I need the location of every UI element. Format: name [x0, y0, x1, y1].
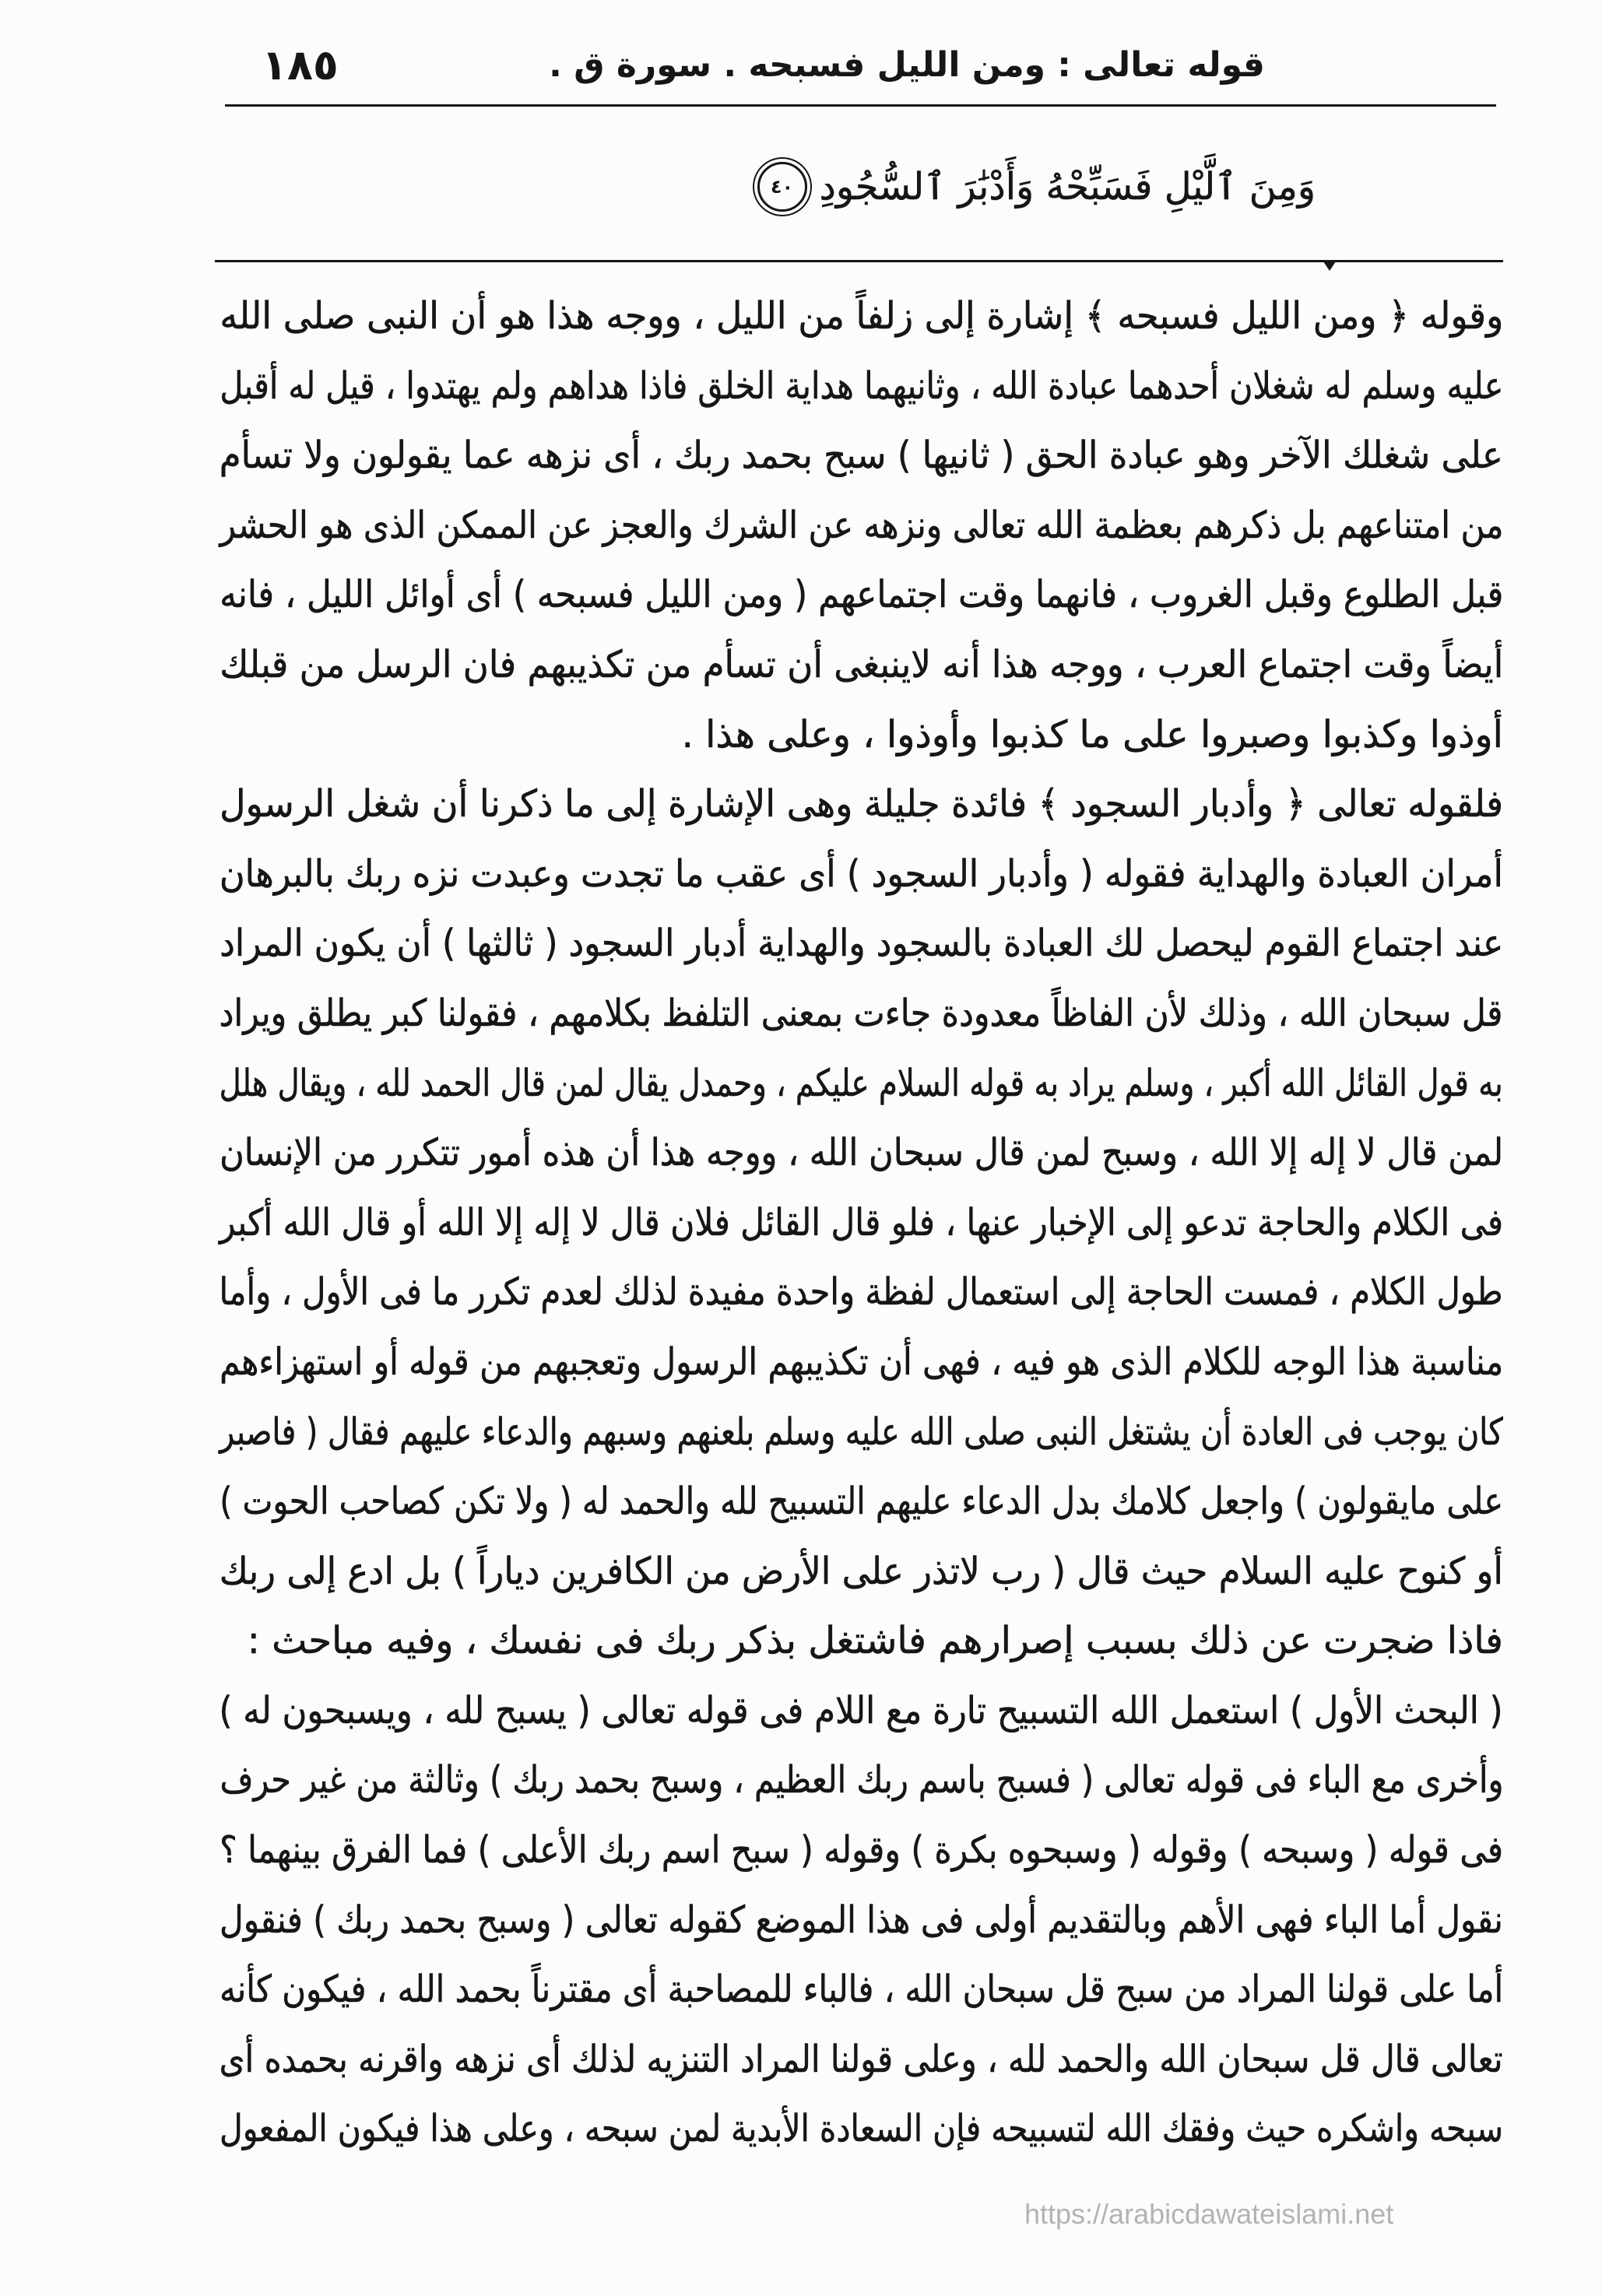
text-line [218, 2025, 1503, 2095]
line-text: تعالى قال قل سبحان الله والحمد لله ، وعلى قولنا المراد التنزيه لذلك أى نزهه واقرنه بحمده أى [220, 2037, 1503, 2081]
text-line [218, 1328, 1503, 1398]
text-line [218, 1118, 1503, 1188]
line-text: به قول القائل الله أكبر ، وسلم يراد به قوله السلام عليكم ، وحمدل يقال لمن قال الحمد لله ، ويقال هلل [219, 1061, 1503, 1105]
line-text: قبل الطلوع وقبل الغروب ، فانهما وقت اجتماعهم ( ومن الليل فسبحه ) أى أوائل الليل ، فانه [219, 573, 1503, 617]
rule-ornament [1323, 262, 1336, 271]
text-line [218, 770, 1503, 840]
text-line [218, 1258, 1503, 1328]
verse-number: ٤٠ [770, 176, 794, 198]
verse-number-marker [757, 162, 807, 212]
text-line [218, 1746, 1503, 1816]
line-text: فلقوله تعالى ﴿ وأدبار السجود ﴾ فائدة جليلة وهى الإشارة إلى ما ذكرنا أن شغل الرسول [219, 782, 1503, 827]
text-line [218, 1537, 1503, 1607]
line-text: من امتناعهم بل ذكرهم بعظمة الله تعالى ونزهه عن الشرك والعجز عن الممكن الذى هو الحشر [219, 503, 1503, 547]
text-line [218, 1886, 1503, 1956]
line-text: على شغلك الآخر وهو عبادة الحق ( ثانيها ) سبح بحمد ربك ، أى نزهه عما يقولون ولا تسأم [219, 434, 1503, 478]
line-text: أو كنوح عليه السلام حيث قال ( رب لاتذر على الأرض من الكافرين دياراً ) بل ادع إلى ربك [219, 1549, 1503, 1593]
line-text: فاذا ضجرت عن ذلك بسبب إصرارهم فاشتغل بذكر ربك فى نفسك ، وفيه مباحث : [247, 1619, 1503, 1663]
running-title: قوله تعالى : ومن الليل فسبحه . سورة ق . [549, 45, 1265, 85]
text-line [218, 1816, 1503, 1886]
verse-rule [215, 260, 1503, 262]
text-line [218, 700, 1503, 771]
line-text: أوذوا وكذبوا وصبروا على ما كذبوا وأوذوا ، وعلى هذا . [681, 712, 1503, 757]
paragraph [218, 1676, 1503, 2164]
text-line [218, 979, 1503, 1049]
line-text: أمران العبادة والهداية فقوله ( وأدبار السجود ) أى عقب ما تجدت وعبدت نزه ربك بالبرهان [219, 851, 1503, 896]
text-line [218, 1955, 1503, 2025]
line-text: كان يوجب فى العادة أن يشتغل النبى صلى الله عليه وسلم بلعنهم وسبهم والدعاء عليهم فقال ( فاصبر [220, 1410, 1503, 1454]
line-text: وقوله ﴿ ومن الليل فسبحه ﴾ إشارة إلى زلفاً من الليل ، ووجه هذا هو أن النبى صلى الله [220, 294, 1503, 338]
line-text: طول الكلام ، فمست الحاجة إلى استعمال لفظة واحدة مفيدة لذلك لعدم تكرر ما فى الأول ، وأما [219, 1270, 1503, 1315]
text-line [218, 560, 1503, 630]
line-text: ( البحث الأول ) استعمل الله التسبيح تارة مع اللام فى قوله تعالى ( يسبح لله ، ويسبحون له ) [219, 1688, 1503, 1733]
verse-text: وَمِنَ ٱلَّيْلِ فَسَبِّحْهُ وَأَدْبَٰرَ ٱلسُّجُودِ [819, 165, 1316, 209]
text-line [218, 1398, 1503, 1468]
line-text: سبحه واشكره حيث وفقك الله لتسبيحه فإن السعادة الأبدية لمن سبحه ، وعلى هذا فيكون المفعول [220, 2107, 1503, 2151]
header-rule [225, 104, 1496, 107]
paragraph [218, 770, 1503, 1676]
text-line [218, 1467, 1503, 1537]
text-line [218, 352, 1503, 422]
line-text: على مايقولون ) واجعل كلامك بدل الدعاء عليهم التسبيح لله والحمد له ( ولا تكن كصاحب الحوت ) [220, 1480, 1503, 1524]
paragraph [218, 282, 1503, 770]
text-line [218, 840, 1503, 910]
running-header [218, 34, 1503, 97]
verse-line [757, 146, 1316, 227]
line-text: نقول أما الباء فهى الأهم وبالتقديم أولى فى هذا الموضع كقوله تعالى ( وسبح بحمد ربك ) فنقول [220, 1898, 1503, 1942]
line-text: أيضاً وقت اجتماع العرب ، ووجه هذا أنه لاينبغى أن تسأم من تكذيبهم فان الرسل من قبلك [220, 642, 1503, 686]
text-line [218, 421, 1503, 491]
watermark-url: https://arabicdawateislami.net [1024, 2198, 1394, 2230]
text-line [218, 630, 1503, 700]
text-line [218, 1188, 1503, 1259]
line-text: فى قوله ( وسبحه ) وقوله ( وسبحوه بكرة ) وقوله ( سبح اسم ربك الأعلى ) فما الفرق بينهما ؟ [219, 1828, 1503, 1873]
text-line [218, 282, 1503, 352]
body-text [218, 282, 1503, 2164]
line-text: قل سبحان الله ، وذلك لأن الفاظاً معدودة جاءت بمعنى التلفظ بكلامهم ، فقولنا كبر يطلق ويراد [219, 991, 1503, 1035]
line-text: عليه وسلم له شغلان أحدهما عبادة الله ، وثانيهما هداية الخلق فاذا هداهم ولم يهتدوا ، قيل له أقبل [219, 363, 1503, 408]
page-number: ١٨٥ [262, 40, 339, 90]
text-line [218, 2094, 1503, 2164]
text-line [218, 909, 1503, 979]
line-text: وأخرى مع الباء فى قوله تعالى ( فسبح باسم ربك العظيم ، وسبح بحمد ربك ) وثالثة من غير حرف [219, 1758, 1503, 1803]
text-line [218, 1049, 1503, 1119]
line-text: أما على قولنا المراد من سبح قل سبحان الله ، فالباء للمصاحبة أى مقترناً بحمد الله ، فيكون كأنه [220, 1968, 1503, 2012]
line-text: عند اجتماع القوم ليحصل لك العبادة بالسجود والهداية أدبار السجود ( ثالثها ) أن يكون المراد [219, 922, 1503, 966]
text-line [218, 491, 1503, 561]
line-text: مناسبة هذا الوجه للكلام الذى هو فيه ، فهى أن تكذيبهم الرسول وتعجبهم من قوله أو استهزاءهم [219, 1339, 1503, 1384]
line-text: لمن قال لا إله إلا الله ، وسبح لمن قال سبحان الله ، ووجه هذا أن هذه أمور تتكرر من الإنسان [219, 1131, 1503, 1175]
line-text: فى الكلام والحاجة تدعو إلى الإخبار عنها ، فلو قال القائل فلان قال لا إله إلا الله أو قال الله أكبر [219, 1200, 1503, 1245]
text-line [218, 1676, 1503, 1747]
text-line [218, 1606, 1503, 1676]
